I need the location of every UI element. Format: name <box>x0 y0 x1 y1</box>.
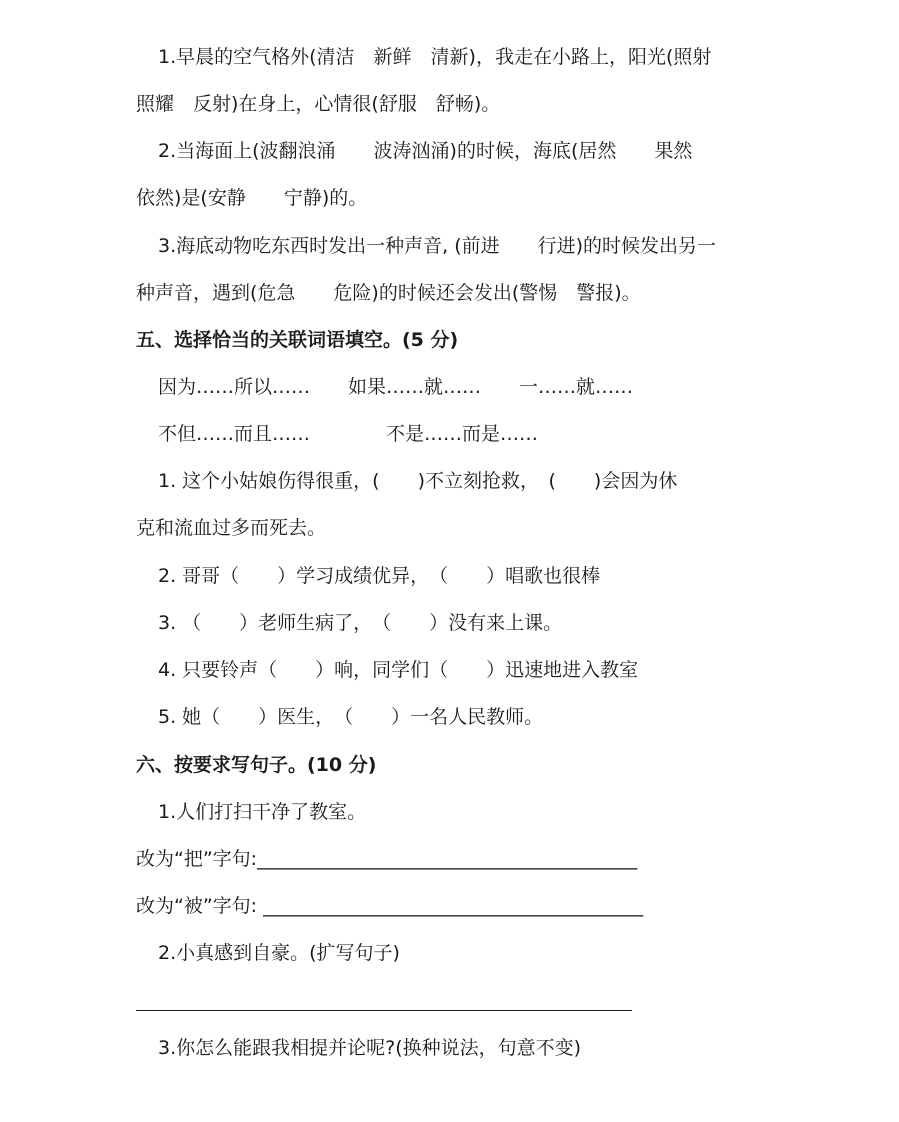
s5-q5: 5. 她（ ）医生， （ ）一名人民教师。 <box>158 706 544 728</box>
s5-q3: 3. （ ）老师生病了， （ ）没有来上课。 <box>158 612 563 634</box>
s6-q1-ba-sentence: 改为“把”字句:________________________________________ <box>136 848 638 870</box>
s6-q2-answer-line <box>136 998 632 1011</box>
s4-q1-line2: 照耀 反射)在身上，心情很(舒服 舒畅)。 <box>136 93 501 115</box>
s5-q4: 4. 只要铃声（ ）响，同学们（ ）迅速地进入教室 <box>158 659 639 681</box>
s6-q1: 1.人们打扫干净了教室。 <box>158 801 367 823</box>
s5-options-line2: 不但……而且…… 不是……而是…… <box>158 423 539 445</box>
s4-q2-line1: 2.当海面上(波翻浪涌 波涛汹涌)的时候，海底(居然 果然 <box>158 140 693 162</box>
section6-heading: 六、按要求写句子。(10 分) <box>136 754 377 776</box>
section5-heading: 五、选择恰当的关联词语填空。(5 分) <box>136 329 459 351</box>
s6-q1-bei-sentence: 改为“被”字句: ________________________________________ <box>136 895 644 917</box>
s4-q3-line1: 3.海底动物吃东西时发出一种声音, (前进 行进)的时候发出另一 <box>158 235 717 257</box>
s5-q2: 2. 哥哥（ ）学习成绩优异， （ ）唱歌也很棒 <box>158 565 601 587</box>
s4-q2-line2: 依然)是(安静 宁静)的。 <box>136 187 368 209</box>
s4-q3-line2: 种声音，遇到(危急 危险)的时候还会发出(警惕 警报)。 <box>136 282 641 304</box>
s4-q1-line1: 1.早晨的空气格外(清洁 新鲜 清新)，我走在小路上，阳光(照射 <box>158 46 712 68</box>
s6-q2: 2.小真感到自豪。(扩写句子) <box>158 942 400 964</box>
s6-q3: 3.你怎么能跟我相提并论呢?(换种说法，句意不变) <box>158 1037 582 1059</box>
s5-options-line1: 因为……所以…… 如果……就…… 一……就…… <box>158 376 634 398</box>
s5-q1-line2: 克和流血过多而死去。 <box>136 517 327 539</box>
s5-q1-line1: 1. 这个小姑娘伤得很重，( )不立刻抢救， ( )会因为休 <box>158 470 678 492</box>
